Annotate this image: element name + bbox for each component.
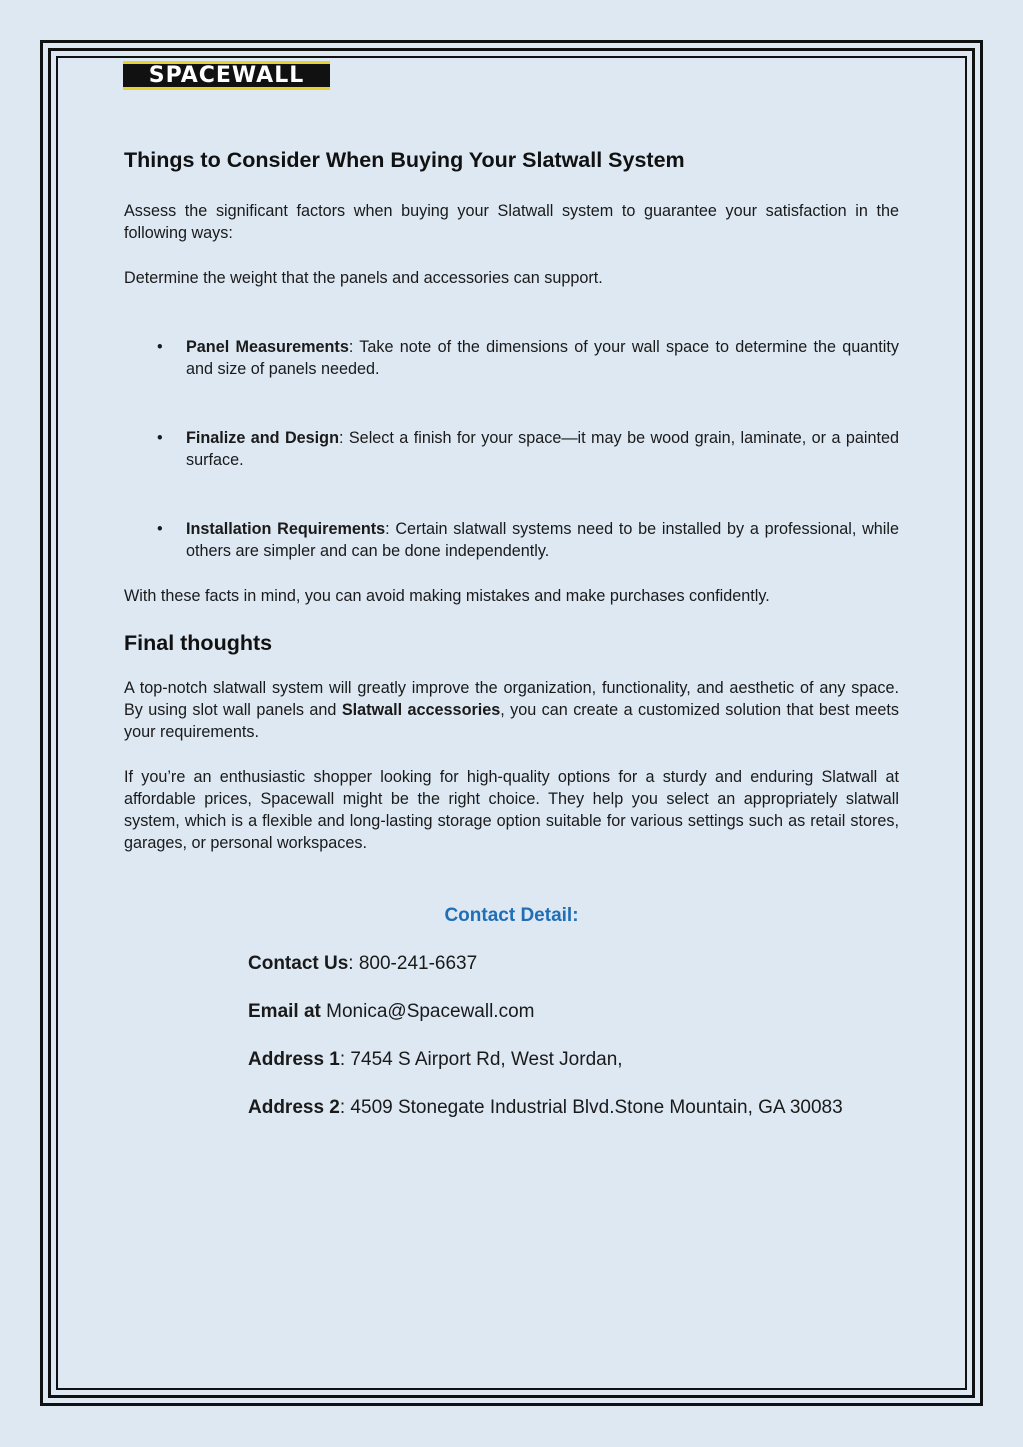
contact-phone-value: : 800-241-6637	[348, 953, 478, 974]
contact-email-value: Monica@Spacewall.com	[320, 1001, 535, 1022]
bullet-text: : Take note of the dimensions of your wall space to determine the quantity and size of panels needed.	[186, 338, 899, 378]
contact-address-2	[248, 1095, 948, 1121]
final-p1-text-before: A top-notch slatwall system will greatly improve the organization, functionality, and aesthetic of any space. By using slot wall panels and	[124, 679, 899, 719]
bullet-term: Installation Requirements	[186, 520, 386, 538]
bullet-icon: •	[157, 429, 163, 447]
logo-text: SPACEWALL	[148, 62, 305, 88]
list-item	[124, 336, 899, 380]
final-p1-text-after: , you can create a customized solution that best meets your requirements.	[124, 701, 900, 741]
facts-paragraph: With these facts in mind, you can avoid making mistakes and make purchases confidently.	[124, 587, 770, 605]
contact-phone	[248, 951, 948, 977]
slatwall-accessories-link: Slatwall accessories	[341, 701, 501, 719]
bullet-term: Panel Measurements	[186, 338, 349, 356]
spacewall-logo	[123, 61, 330, 90]
contact-email	[248, 999, 948, 1025]
article-body	[124, 146, 899, 854]
intro-paragraph: Assess the significant factors when buying your Slatwall system to guarantee your satisfaction in the following ways:	[124, 202, 899, 242]
final-paragraph-1	[124, 677, 899, 743]
list-item	[124, 518, 899, 562]
contact-address-1	[248, 1047, 948, 1073]
bullet-icon: •	[157, 520, 163, 538]
bullet-text: : Certain slatwall systems need to be installed by a professional, while others are simpler and can be done independently.	[186, 520, 899, 560]
bullet-icon: •	[157, 338, 163, 356]
contact-details	[248, 951, 948, 1143]
final-thoughts-heading: Final thoughts	[124, 631, 273, 655]
contact-address-1-label: Address 1	[248, 1049, 340, 1070]
bullet-term: Finalize and Design	[186, 429, 339, 447]
article-title: Things to Consider When Buying Your Slatwall System	[124, 148, 685, 172]
bullet-text: : Select a finish for your space—it may be wood grain, laminate, or a painted surface.	[186, 429, 899, 469]
considerations-list	[124, 336, 899, 562]
contact-address-1-value: : 7454 S Airport Rd, West Jordan,	[339, 1049, 623, 1070]
contact-detail-heading: Contact Detail:	[444, 905, 579, 926]
final-paragraph-2: If you’re an enthusiastic shopper looking for high-quality options for a sturdy and enduring Slatwall at affordable prices, Spacewall might be the right choice. They help you select an appropriately slatwall system, which is a flexible and long-lasting storage option suitable for various settings such as retail stores, garages, or personal workspaces.	[124, 768, 899, 852]
contact-email-label: Email at	[248, 1001, 321, 1022]
contact-address-2-value: : 4509 Stonegate Industrial Blvd.Stone Mountain, GA 30083	[339, 1097, 843, 1118]
contact-phone-label: Contact Us	[248, 953, 349, 974]
determine-paragraph: Determine the weight that the panels and accessories can support.	[124, 269, 603, 287]
list-item	[124, 427, 899, 471]
contact-address-2-label: Address 2	[248, 1097, 340, 1118]
